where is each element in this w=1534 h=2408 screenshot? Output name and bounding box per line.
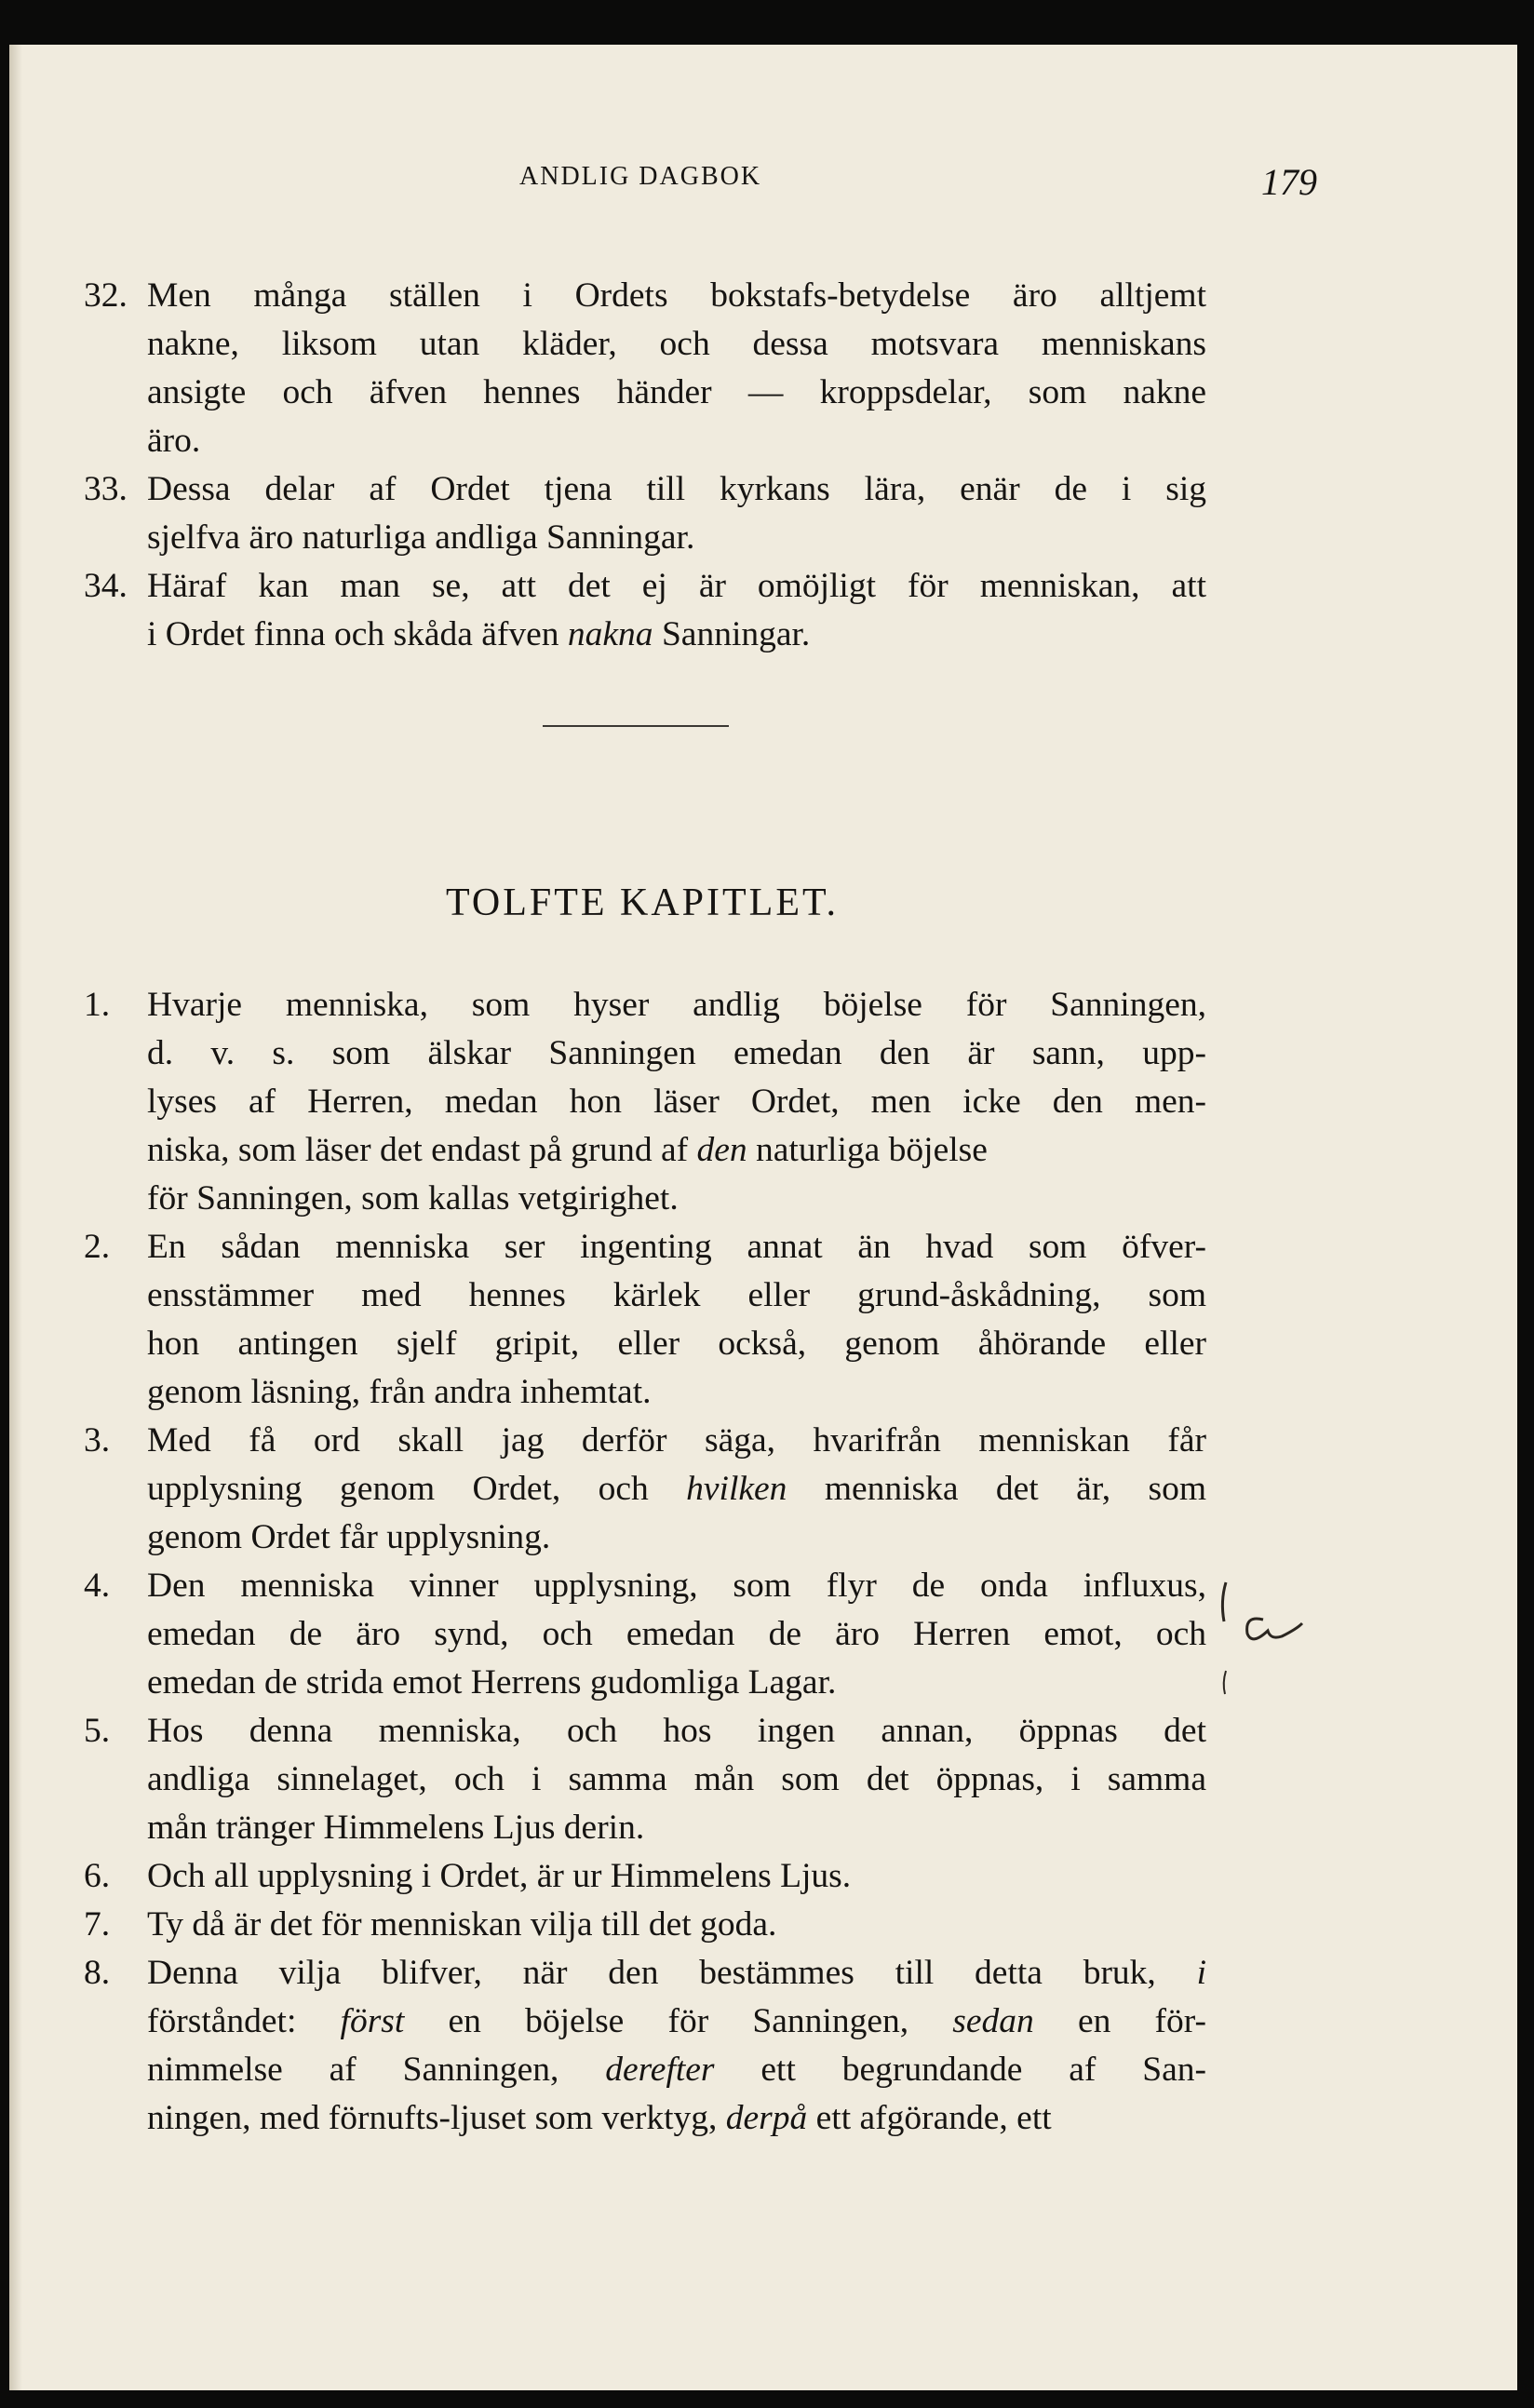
running-head: ANDLIG DAGBOK [519,162,762,191]
verse-number: 8. [84,1954,111,1992]
italic-text: sedan [952,2002,1034,2040]
text-line: ensstämmer med hennes kärlek eller grund-åskådning, som [147,1276,1206,1314]
italic-text: derefter [605,2051,715,2089]
verse-text [147,1852,1206,1901]
text-line: äro. [147,422,201,460]
text-line: för Sanningen, som kallas vetgirighet. [147,1179,679,1217]
text-line: emedan de äro synd, och emedan de äro Herren emot, och [147,1615,1206,1653]
verse-text [147,1223,1206,1417]
italic-text: först [340,2002,405,2040]
text-run: ett afgörande, ett [807,2099,1052,2137]
page-number: 179 [1261,161,1317,203]
book-page [9,45,1517,2390]
text-run: menniska det är, som [787,1470,1206,1508]
text-run: ett begrundande af San- [714,2051,1206,2089]
verse-text [147,1949,1206,2143]
text-line: Hos denna menniska, och hos ingen annan, öppnas det [147,1712,1206,1750]
text-line: Och all upplysning i Ordet, är ur Himmelens Ljus. [147,1857,852,1895]
verse-number: 32. [84,276,128,315]
text-line [147,1465,1206,1513]
text-run: förståndet: [147,2002,341,2040]
text-run: niska, som läser det endast på grund af [147,1131,697,1169]
text-run: naturliga böjelse [747,1131,988,1169]
verse-number: 1. [84,986,111,1024]
italic-text: den [696,1131,747,1169]
text-line: Den menniska vinner upplysning, som flyr de onda influxus, [147,1567,1206,1605]
text-line: hon antingen sjelf gripit, eller också, genom åhörande eller [147,1325,1206,1363]
verse-number: 2. [84,1228,111,1266]
verse-number: 34. [84,567,128,605]
verse-text [147,1562,1206,1707]
text-line: Dessa delar af Ordet tjena till kyrkans lära, enär de i sig [147,470,1206,508]
text-line: ansigte och äfven hennes händer — kroppsdelar, som nakne [147,373,1206,411]
verse-text [147,1417,1206,1562]
text-line: nakne, liksom utan kläder, och dessa motsvara menniskans [147,325,1206,363]
text-line: Hvarje menniska, som hyser andlig böjelse för Sanningen, [147,986,1206,1024]
text-line [147,1126,1206,1175]
italic-text: hvilken [686,1470,787,1508]
text-run: ningen, med förnufts-ljuset som verktyg, [147,2099,726,2137]
verse-text [147,1901,1206,1949]
verse-number: 6. [84,1857,111,1895]
text-run: upplysning genom Ordet, och [147,1470,687,1508]
verse-text [147,1707,1206,1852]
text-line: lyses af Herren, medan hon läser Ordet, men icke den men- [147,1083,1206,1121]
section-divider [543,725,729,727]
handwritten-annotation [1217,1564,1310,1703]
verse-number: 5. [84,1712,111,1750]
italic-text: i [1196,1954,1206,1992]
text-line: Med få ord skall jag derför säga, hvarifrån menniskan får [147,1421,1206,1460]
text-line: emedan de strida emot Herrens gudomliga Lagar. [147,1663,837,1702]
text-line: mån tränger Himmelens Ljus derin. [147,1809,645,1847]
verse-number: 7. [84,1905,111,1944]
text-run: en böjelse för Sanningen, [404,2002,953,2040]
text-run: nimmelse af Sanningen, [147,2051,606,2089]
text-run: Denna vilja blifver, när den bestämmes till detta bruk, [147,1954,1197,1992]
verse-text [147,562,1206,659]
text-line [147,2046,1206,2094]
italic-text: nakna [567,615,653,653]
text-line [147,1998,1206,2046]
verse-number: 3. [84,1421,111,1460]
text-line: d. v. s. som älskar Sanningen emedan den är sann, upp- [147,1034,1206,1072]
verse-number: 33. [84,470,128,508]
verse-text [147,272,1206,465]
text-line: genom Ordet får upplysning. [147,1518,551,1556]
text-line: andliga sinnelaget, och i samma mån som det öppnas, i samma [147,1760,1206,1798]
text-line [147,611,1206,659]
text-line: genom läsning, från andra inhemtat. [147,1373,652,1411]
text-line: sjelfva äro naturliga andliga Sanningar. [147,518,695,557]
text-run: en för- [1033,2002,1206,2040]
text-line: Ty då är det för menniskan vilja till det goda. [147,1905,777,1944]
text-line: Häraf kan man se, att det ej är omöjligt för menniskan, att [147,567,1206,605]
italic-text: derpå [725,2099,808,2137]
text-run: i Ordet finna och skåda äfven [147,615,568,653]
text-line: En sådan menniska ser ingenting annat än hvad som öfver- [147,1228,1206,1266]
text-run: Sanningar. [653,615,811,653]
page-edge-shadow [9,45,22,2390]
verse-number: 4. [84,1567,111,1605]
text-line [147,1949,1206,1998]
text-line: Men många ställen i Ordets bokstafs-betydelse äro alltjemt [147,276,1206,315]
verse-text [147,465,1206,562]
verse-text [147,981,1206,1223]
text-line [147,2094,1206,2143]
chapter-heading: TOLFTE KAPITLET. [445,881,840,924]
